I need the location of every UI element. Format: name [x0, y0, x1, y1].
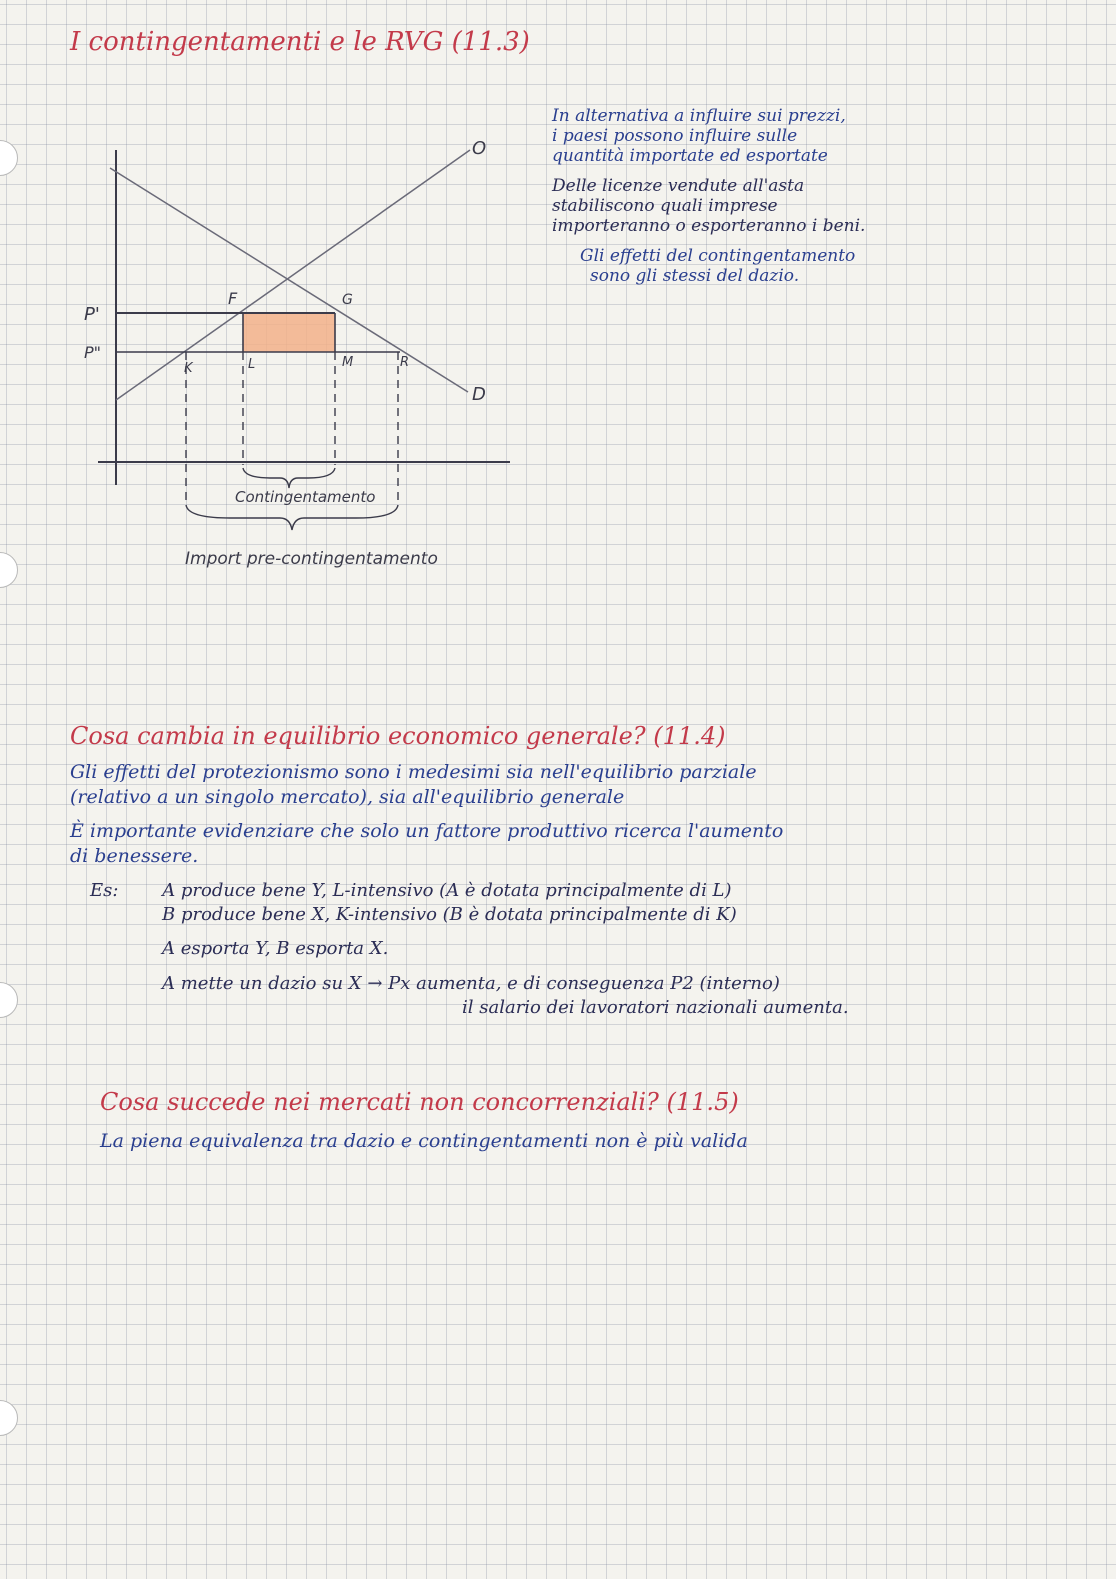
note-line: sono gli stessi del dazio. — [590, 266, 800, 287]
note-line: Delle licenze vendute all'asta — [552, 176, 805, 197]
note-line: importeranno o esporteranno i beni. — [552, 216, 866, 237]
example-block — [90, 879, 1060, 1020]
demand-curve — [110, 168, 468, 392]
rent-rectangle — [243, 312, 335, 352]
note-line: Gli effetti del contingentamento — [580, 246, 856, 267]
brace-outer — [186, 505, 398, 530]
example-line: B produce bene X, K-intensivo (B è dotata principalmente di K) — [162, 904, 737, 926]
binder-hole — [0, 552, 18, 588]
paragraph-line: La piena equivalenza tra dazio e contingentamenti non è più valida — [100, 1130, 748, 1152]
label-d: D — [472, 384, 486, 405]
supply-demand-graph — [80, 120, 520, 600]
note-line: quantità importate ed esportate — [552, 146, 828, 167]
label-p1: P' — [84, 304, 100, 325]
binder-hole — [0, 1400, 18, 1436]
side-notes — [552, 106, 992, 286]
label-g: G — [342, 292, 353, 308]
example-line: il salario dei lavoratori nazionali aumenta. — [462, 996, 849, 1018]
supply-curve — [116, 150, 470, 400]
section-general-equilibrium — [70, 722, 1060, 1020]
example-line: A mette un dazio su X → Px aumenta, e di conseguenza P2 (interno) — [162, 972, 780, 994]
section-non-competitive-markets — [100, 1088, 1060, 1152]
paragraph-line: Gli effetti del protezionismo sono i medesimi sia nell'equilibrio parziale — [70, 761, 757, 783]
label-m: M — [342, 355, 354, 370]
paragraph-line: È importante evidenziare che solo un fattore produttivo ricerca l'aumento — [70, 820, 784, 843]
example-line: A esporta Y, B esporta X. — [162, 938, 389, 960]
section-heading: Cosa cambia in equilibrio economico generale? (11.4) — [70, 722, 726, 750]
page-title: I contingentamenti e le RVG (11.3) — [70, 27, 530, 57]
example-line: A produce bene Y, L-intensivo (A è dotata principalmente di L) — [162, 879, 732, 901]
label-r: R — [400, 355, 410, 370]
brace-inner-label: Contingentamento — [235, 488, 376, 506]
example-label: Es: — [90, 879, 119, 901]
paragraph-line: (relativo a un singolo mercato), sia all'equilibrio generale — [70, 785, 625, 808]
binder-hole — [0, 982, 18, 1018]
binder-hole — [0, 140, 18, 176]
note-line: i paesi possono influire sulle — [552, 126, 798, 147]
label-f: F — [228, 289, 238, 308]
brace-outer-label: Import pre-contingentamento — [185, 549, 438, 569]
brace-inner — [243, 468, 335, 488]
label-o: O — [472, 138, 487, 159]
label-p2: P" — [84, 343, 102, 362]
note-line: In alternativa a influire sui prezzi, — [552, 106, 846, 126]
section-heading: Cosa succede nei mercati non concorrenziali? (11.5) — [100, 1088, 739, 1116]
paragraph-line: di benessere. — [70, 845, 199, 868]
label-l: L — [248, 357, 256, 372]
label-k: K — [184, 361, 193, 376]
note-line: stabiliscono quali imprese — [552, 196, 778, 217]
